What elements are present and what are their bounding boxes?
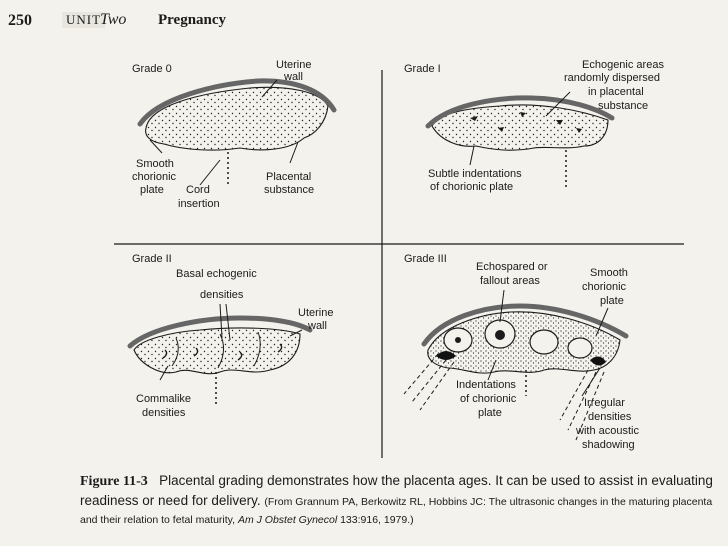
svg-text:densities: densities — [200, 289, 244, 301]
grade-1-placenta — [432, 105, 608, 150]
grade-1-title: Grade I — [404, 63, 441, 75]
panel-grade-1 — [404, 59, 664, 193]
caption-source: (From Grannum PA, Berkowitz RL, Hobbins JC: The ultrasonic changes in the maturing placenta and their relation to fetal maturity, Am J Obstet Gynecol 133:916, 1979.) — [80, 495, 713, 527]
svg-text:Commalike: Commalike — [136, 393, 192, 405]
svg-text:chorionic: chorionic — [132, 171, 177, 183]
grade-3-title: Grade III — [404, 253, 447, 265]
svg-text:plate: plate — [600, 295, 624, 307]
svg-text:of chorionic: of chorionic — [460, 393, 517, 405]
svg-text:substance: substance — [264, 184, 315, 196]
svg-text:Irregular: Irregular — [584, 397, 625, 409]
panel-grade-3 — [404, 253, 639, 451]
panel-grade-2 — [130, 253, 333, 419]
svg-text:fallout areas: fallout areas — [480, 275, 540, 287]
svg-text:densities: densities — [588, 411, 632, 423]
grade-2-placenta — [134, 328, 300, 374]
caption-main — [80, 472, 720, 528]
svg-text:Echogenic areas: Echogenic areas — [582, 59, 664, 71]
page-number: 250 — [8, 12, 32, 29]
unit-label: UNIT — [62, 12, 105, 28]
panel-grade-0 — [132, 59, 334, 210]
svg-text:randomly dispersed: randomly dispersed — [564, 72, 660, 84]
svg-text:Smooth: Smooth — [136, 158, 174, 170]
svg-text:in placental: in placental — [588, 86, 644, 98]
unit-number: Two — [100, 11, 127, 28]
svg-text:Uterine: Uterine — [298, 307, 334, 319]
svg-text:Smooth: Smooth — [590, 267, 628, 279]
grade-0-placenta — [146, 87, 328, 150]
svg-text:with acoustic: with acoustic — [576, 425, 639, 437]
svg-text:Indentations: Indentations — [456, 379, 516, 391]
svg-text:wall: wall — [284, 71, 303, 83]
svg-text:chorionic: chorionic — [582, 281, 627, 293]
svg-text:shadowing: shadowing — [582, 439, 635, 451]
svg-text:Echospared or: Echospared or — [476, 261, 548, 273]
svg-text:of chorionic plate: of chorionic plate — [430, 181, 514, 193]
svg-text:insertion: insertion — [178, 198, 220, 210]
svg-text:Placental: Placental — [266, 171, 312, 183]
svg-text:wall: wall — [308, 320, 327, 332]
chapter-title: Pregnancy — [158, 12, 227, 28]
svg-text:Cord: Cord — [186, 184, 210, 196]
grade-2-title: Grade II — [132, 253, 172, 265]
svg-text:substance: substance — [598, 100, 649, 112]
figure-caption — [80, 472, 720, 528]
figure-number: Figure 11-3 — [80, 474, 148, 489]
svg-text:plate: plate — [140, 184, 164, 196]
grade-0-title: Grade 0 — [132, 63, 172, 75]
svg-text:Subtle indentations: Subtle indentations — [428, 168, 522, 180]
svg-text:Basal echogenic: Basal echogenic — [176, 268, 257, 280]
svg-text:densities: densities — [142, 407, 186, 419]
svg-text:plate: plate — [478, 407, 502, 419]
svg-text:Uterine: Uterine — [276, 59, 312, 71]
caption-text: Placental grading demonstrates how the placenta ages. It can be used to assist in evaluating readiness or need for delivery. — [80, 473, 713, 508]
